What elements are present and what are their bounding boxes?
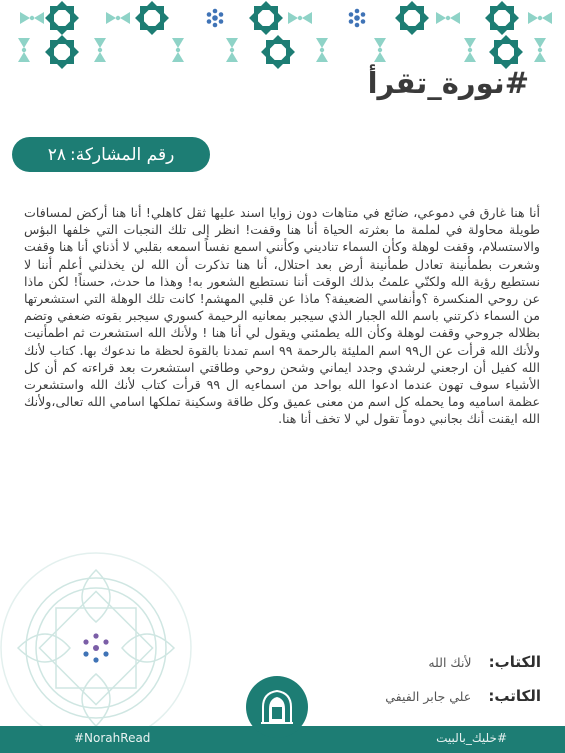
entry-number: ٢٨ bbox=[47, 144, 66, 165]
islamic-pattern-header bbox=[0, 0, 565, 70]
library-logo bbox=[246, 676, 308, 738]
author-info bbox=[385, 686, 541, 705]
book-label: الكتاب: bbox=[488, 653, 541, 671]
entry-number-badge bbox=[12, 137, 210, 172]
decorative-rosette bbox=[0, 520, 240, 730]
review-body-text: أنا هنا غارق في دموعي، ضائع في متاهات دون زوايا اسند عليها ثقل كاهلي! أنا هنا أركض لمسافات طويلة محاولة في لملمة ما بعثرته الحياة أنا هنا وقفت! انظر إلى تلك النجبات التي خلفها البؤس والاستسلام، وقفت لوهلة وكأن السماء تناديني وكأنني اسمع نفساً اسمعه بقلبي لا أذناي أنا هنا وقفت وشعرت بطمأنينة تعادل طمأنينة أرض بعد احتلال، أنا هنا تذكرت أن الله لن يخذلني أعلم أننا لا نستطيع رؤية الله ولكنّي علمتُ بذلك الوقت أننا نستطيع الشعور به! وهذا ما حدث، حسناً! لكن ماذا عن روحي المنكسرة ؟وأنفاسي الضعيفة؟ ماذا عن قلبي المهشم! كانت تلك الوهلة التي استشعرتها من السماء ذكرتني باسم الله الجبار الذي سيجبر بمعانيه الرحيمة كسوري سيجبر بقوته ضعفي وتضم بظلاله جروحي وقفت لوهلة وكأن الله يطمئني ويقول لي أنا هنا ! ولأنك الله استشعرت ثم اطمأنيت ولأنك الله قرأت عن ال٩٩ اسم المليئة بالرحمة ٩٩ اسم تمدنا بالقوة لحظة ما ندعوك بها. كتاب لأنك الله كفيل أن ارجعني لرشدي وجدد ايماني وشحن روحي وطاقتي استشعرت بعد قراءته كم أن كل الأشياء سوف تهون عندما ادعوا الله بواحد من اسماءيه ال ٩٩ قرأت كتاب لأنك الله واستشعرت عظمة اساميه وما يحمله كل اسم من معنى عميق وكل طاقة وسكينة تملكها اسامي الله تعالى،ولأنك الله ايقنت أنك بجانبي دوماً تقول لي لا تخف أنا هنا. bbox=[24, 205, 541, 427]
entry-label: رقم المشاركة: bbox=[70, 144, 175, 165]
book-title: لأنك الله bbox=[428, 655, 472, 670]
footer-hashtag-english: #NorahRead bbox=[74, 731, 151, 745]
hashtag-title: #نورة_تقرأ bbox=[367, 66, 529, 100]
book-info bbox=[428, 652, 541, 671]
mosque-dome-icon bbox=[255, 685, 299, 729]
author-name: علي جابر الفيفي bbox=[385, 689, 472, 704]
author-label: الكاتب: bbox=[488, 687, 541, 705]
footer-hashtag-arabic: #خليك_بالبيت bbox=[436, 731, 507, 745]
